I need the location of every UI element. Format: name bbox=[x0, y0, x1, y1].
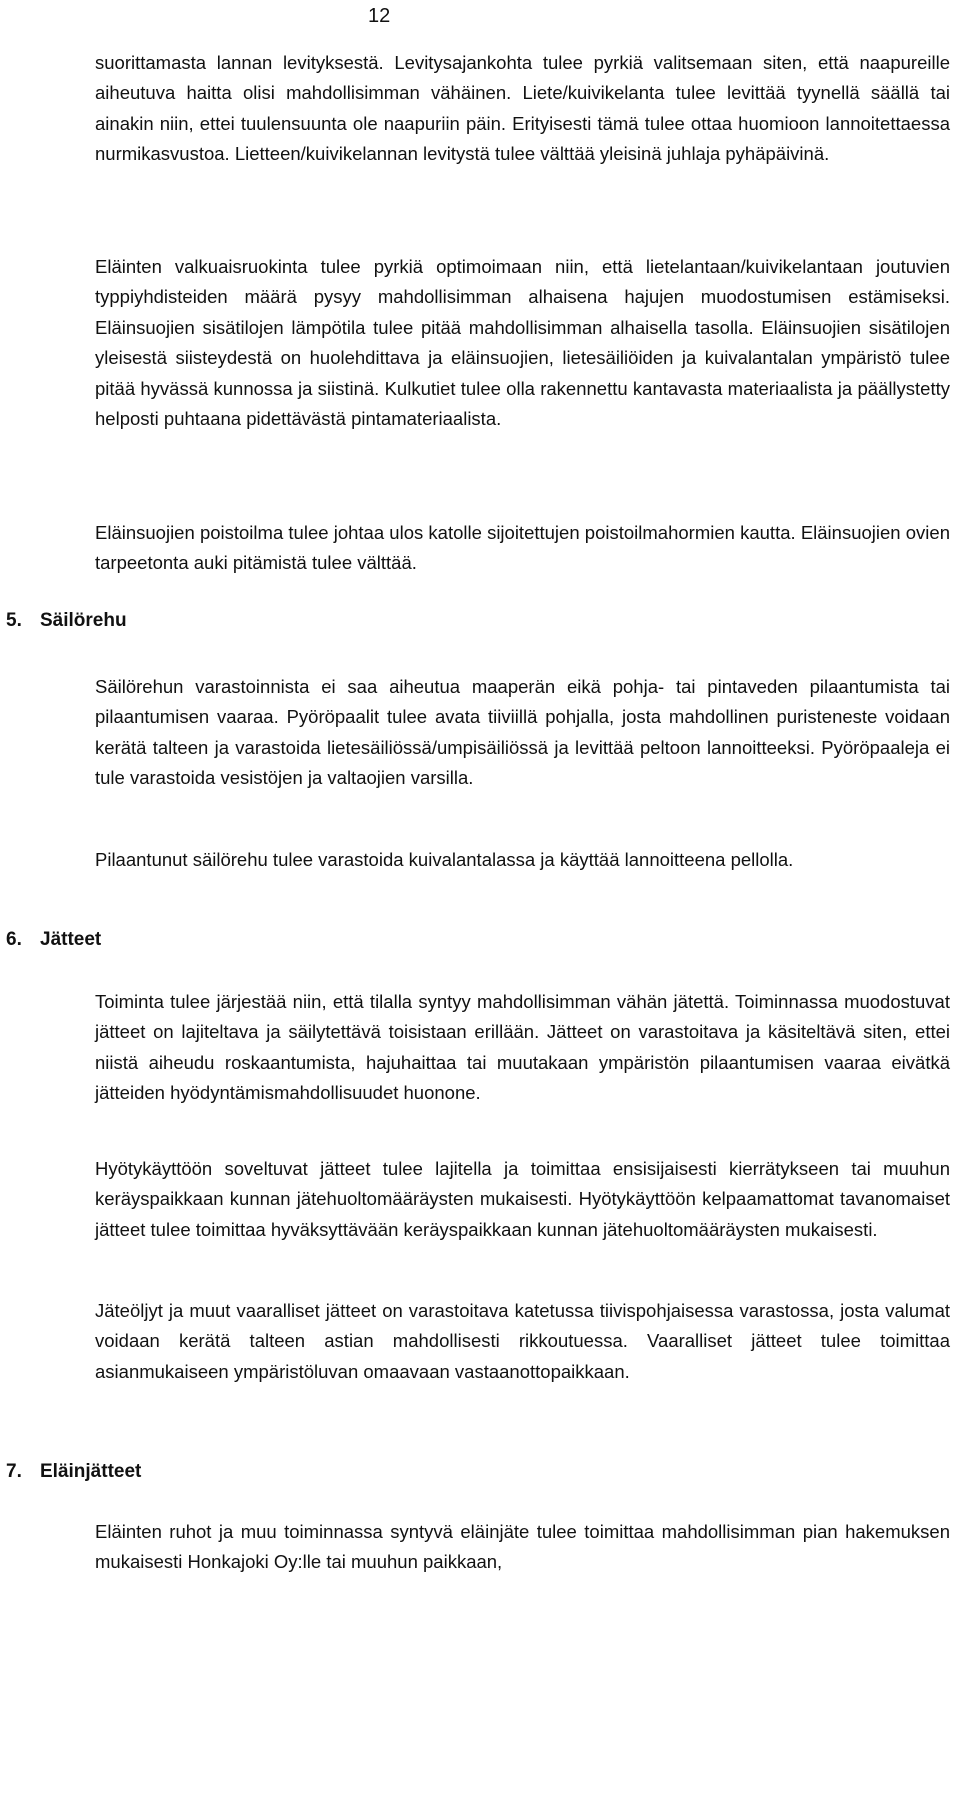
section-title: Jätteet bbox=[40, 929, 102, 950]
paragraph-exhaust-air: Eläinsuojien poistoilma tulee johtaa ulos katolle sijoitettujen poistoilmahormien kautta. Eläinsuojien ovien tarpeetonta auki pitämistä tulee välttää. bbox=[95, 522, 950, 574]
section-heading-waste bbox=[6, 928, 101, 952]
page-number: 12 bbox=[368, 5, 391, 27]
paragraph-protein-feeding: Eläinten valkuaisruokinta tulee pyrkiä optimoimaan niin, että lietelantaan/kuivikelantaan joutuvien typpiyhdisteiden määrä pysyy mahdollisimman alhaisena hajujen muodostumisen estämiseksi. Eläinsuojien sisätilojen lämpötila tulee pitää mahdollisimman alhaisella tasolla. Eläinsuojien sisätilojen yleisestä siisteydestä on huolehdittava ja eläinsuojien, lietesäiliöiden ja kuivalantalan ympäristö tulee pitää hyvässä kunnossa ja siistinä. Kulkutiet tulee olla rakennettu kantavasta materiaalista ja päällystetty helposti puhtaana pidettävästä pintamateriaalista. bbox=[95, 256, 950, 430]
paragraph-manure-spreading: suorittamasta lannan levityksestä. Levitysajankohta tulee pyrkiä valitsemaan siten, että naapureille aiheutuva haitta olisi mahdollisimman vähäinen. Liete/kuivikelanta tulee levittää tyynellä säällä tai ainakin niin, ettei tuulensuunta ole naapuriin päin. Erityisesti tämä tulee ottaa huomioon lannoitettaessa nurmikasvustoa. Lietteen/kuivikelannan levitystä tulee välttää yleisinä juhlaja pyhäpäivinä. bbox=[95, 52, 950, 165]
section-title: Säilörehu bbox=[40, 610, 127, 631]
section-number: 7. bbox=[6, 1461, 22, 1482]
paragraph-recyclable-waste: Hyötykäyttöön soveltuvat jätteet tulee lajitella ja toimittaa ensisijaisesti kierrätykseen tai muuhun keräyspaikkaan kunnan jätehuoltomääräysten mukaisesti. Hyötykäyttöön kelpaamattomat tavanomaiset jätteet tulee toimittaa hyväksyttävään keräyspaikkaan kunnan jätehuoltomääräysten mukaisesti. bbox=[95, 1158, 950, 1240]
section-heading-silage bbox=[6, 609, 127, 633]
paragraph-hazardous-waste: Jäteöljyt ja muut vaaralliset jätteet on varastoitava katetussa tiivispohjaisessa varastossa, josta valumat voidaan kerätä talteen astian mahdollisesti rikkoutuessa. Vaaralliset jätteet tulee toimittaa asianmukaiseen ympäristöluvan omaavaan vastaanottopaikkaan. bbox=[95, 1300, 950, 1382]
section-title: Eläinjätteet bbox=[40, 1461, 142, 1482]
paragraph-silage-storage: Säilörehun varastoinnista ei saa aiheutua maaperän eikä pohja- tai pintaveden pilaantumista tai pilaantumisen vaaraa. Pyöröpaalit tulee avata tiiviillä pohjalla, josta mahdollinen puristeneste voidaan kerätä talteen ja varastoida lietesäiliössä/umpisäiliössä ja levittää peltoon lannoitteeksi. Pyöröpaaleja ei tule varastoida vesistöjen ja valtaojien varsilla. bbox=[95, 676, 950, 789]
paragraph-waste-minimization: Toiminta tulee järjestää niin, että tilalla syntyy mahdollisimman vähän jätettä. Toiminnassa muodostuvat jätteet on lajiteltava ja säilytettävä toisistaan erillään. Jätteet on varastoitava ja käsiteltävä siten, ettei niistä aiheudu roskaantumista, hajuhaittaa tai muutakaan ympäristön pilaantumisen vaaraa eivätkä jätteiden hyödyntämismahdollisuudet huonone. bbox=[95, 991, 950, 1104]
paragraph-animal-carcasses: Eläinten ruhot ja muu toiminnassa syntyvä eläinjäte tulee toimittaa mahdollisimman pian hakemuksen mukaisesti Honkajoki Oy:lle tai muuhun paikkaan, bbox=[95, 1521, 950, 1573]
section-number: 6. bbox=[6, 929, 22, 950]
section-number: 5. bbox=[6, 610, 22, 631]
section-heading-animal-waste bbox=[6, 1460, 141, 1484]
paragraph-spoiled-silage: Pilaantunut säilörehu tulee varastoida kuivalantalassa ja käyttää lannoitteena pellolla. bbox=[95, 849, 794, 870]
